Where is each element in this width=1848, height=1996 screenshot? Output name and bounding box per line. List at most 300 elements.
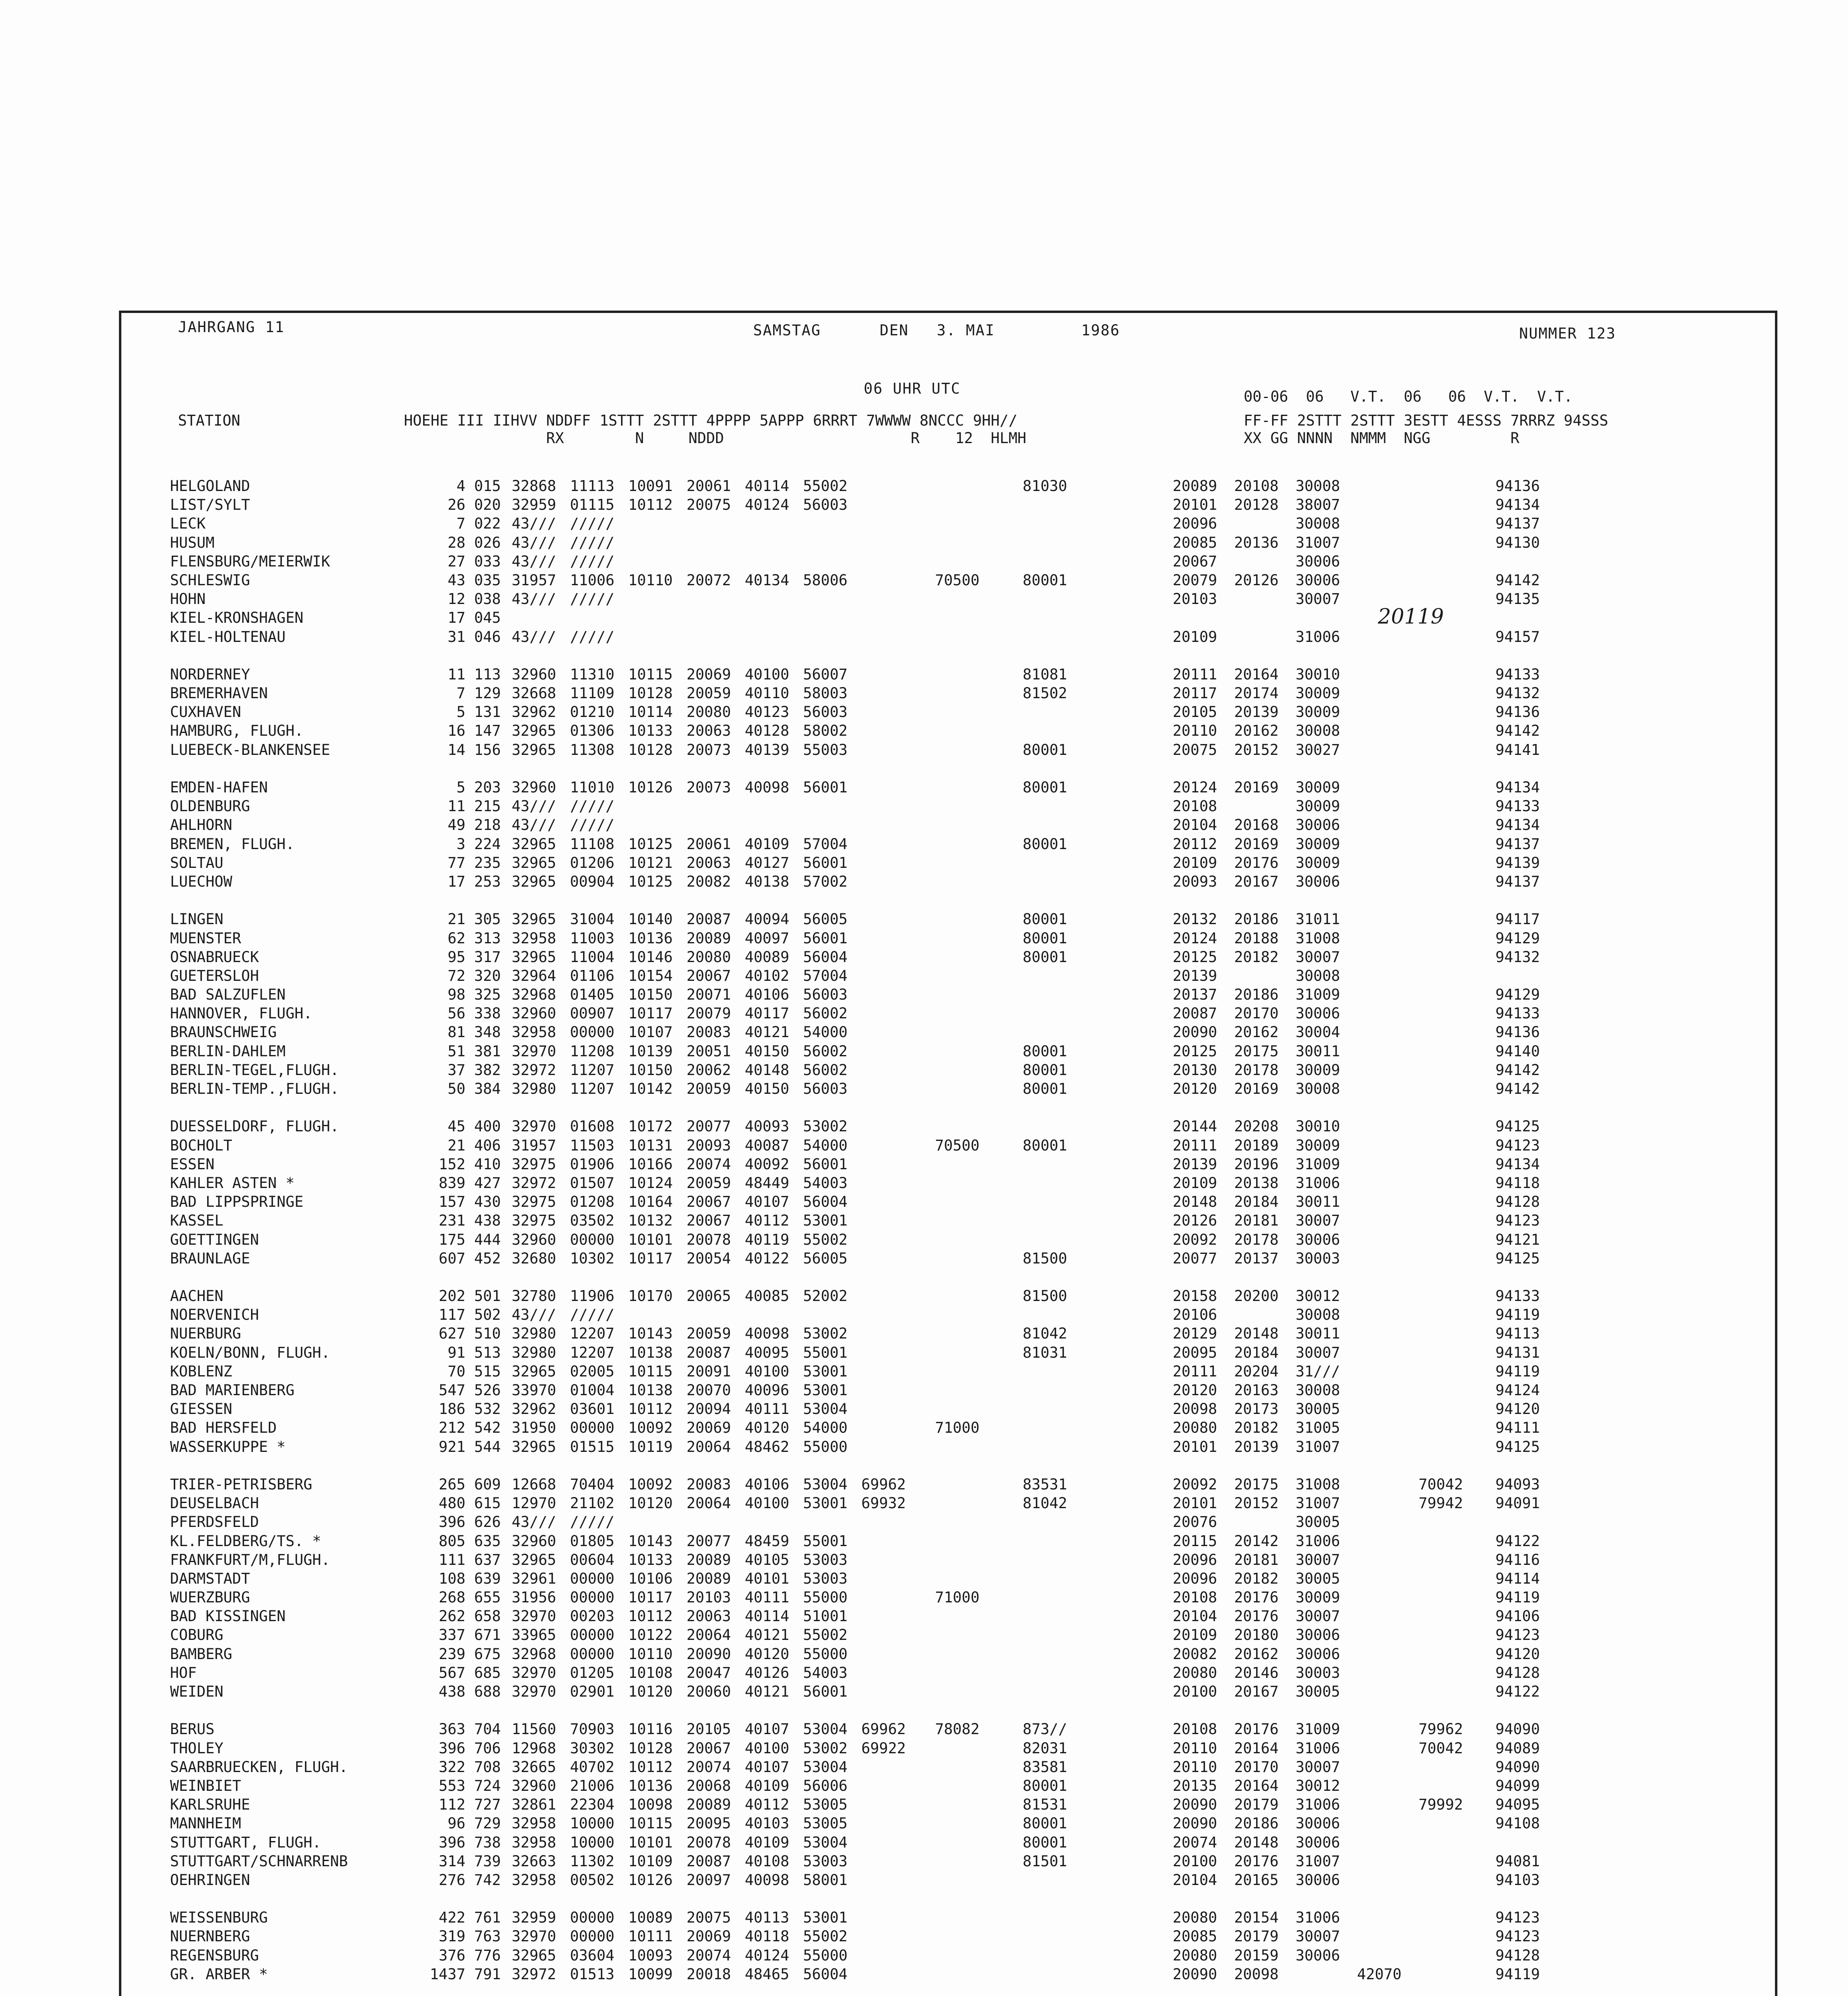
cell-94sss: 94137 — [1495, 873, 1540, 890]
cell-94sss: 94136 — [1495, 703, 1540, 721]
cell-7rrrz — [1419, 853, 1474, 872]
cell-6rrrt — [861, 1908, 914, 1927]
cell-3estt: 30005 — [1296, 1513, 1340, 1531]
cell-8ncccc: 80001 — [1023, 1061, 1067, 1079]
cell-4esss — [1357, 721, 1413, 740]
cell-8ncccc — [985, 721, 1105, 740]
cell-7wwww: 70500 — [935, 571, 979, 589]
cell-7rrrz — [1419, 1776, 1474, 1795]
cell-5appp: 56006 — [803, 1777, 848, 1794]
cell-4pppp: 40094 — [745, 911, 789, 928]
cell-5appp: 52002 — [803, 1287, 848, 1305]
cell-nddff: 11308 — [570, 741, 615, 758]
cell-7wwww — [920, 853, 979, 872]
cell-2sttt-vt: 20169 — [1234, 1080, 1279, 1097]
cell-ff-ff — [1105, 1400, 1165, 1418]
cell-5appp: 53001 — [803, 1909, 848, 1927]
cell-3estt: 31009 — [1296, 1155, 1340, 1173]
cell-4pppp: 40100 — [745, 665, 789, 683]
cell-station-name: LUECHOW — [170, 873, 232, 890]
cell-2sttt-vt: 20186 — [1234, 1815, 1279, 1832]
cell-6rrrt — [861, 1814, 914, 1833]
cell-2sttt-vt: 20136 — [1234, 534, 1279, 551]
cell-station-name: HANNOVER, FLUGH. — [170, 1005, 313, 1022]
cell-iihvv: 32959 — [512, 1909, 556, 1927]
cell-2sttt-vt: 20108 — [1234, 477, 1279, 495]
cell-3estt: 30012 — [1296, 1777, 1340, 1794]
cell-hoehe: 81 — [447, 1024, 465, 1041]
cell-iihvv: 32972 — [512, 1061, 556, 1079]
cell-ff-ff — [1105, 1852, 1165, 1871]
cell-iihvv: 43/// — [512, 798, 556, 815]
cell-ff-ff — [1105, 1513, 1165, 1531]
cell-3estt: 31006 — [1296, 1739, 1340, 1757]
cell-2sttt — [687, 1305, 739, 1324]
cell-3estt: 30008 — [1296, 722, 1340, 740]
cell-4pppp: 40110 — [745, 685, 789, 702]
cell-iii: 430 — [474, 1193, 501, 1211]
cell-station-name: BERLIN-DAHLEM — [170, 1042, 286, 1060]
cell-3estt: 31008 — [1296, 1475, 1340, 1493]
cell-2sttt-vt: 20176 — [1234, 1608, 1279, 1625]
cell-hoehe: 839 — [439, 1174, 465, 1192]
cell-ff-ff — [1105, 1155, 1165, 1174]
cell-5appp: 54003 — [803, 1174, 848, 1192]
cell-6rrrt — [861, 1381, 914, 1400]
cell-hoehe: 157 — [439, 1193, 465, 1211]
cell-iihvv: 32965 — [512, 1438, 556, 1455]
cell-4pppp — [745, 628, 797, 646]
cell-2sttt: 20091 — [687, 1362, 731, 1380]
cell-7rrrz — [1419, 816, 1474, 834]
cell-iihvv: 32980 — [512, 1325, 556, 1343]
cell-3estt: 30009 — [1296, 703, 1340, 721]
cell-2sttt-06: 20112 — [1173, 835, 1217, 853]
cell-5appp: 53004 — [803, 1834, 848, 1851]
cell-4esss — [1357, 703, 1413, 721]
cell-2sttt-06: 20080 — [1173, 1909, 1217, 1927]
cell-7wwww — [920, 721, 979, 740]
cell-1sttt: 10117 — [628, 1005, 673, 1022]
cell-94sss: 94128 — [1495, 1193, 1540, 1211]
cell-7rrrz: 70042 — [1419, 1739, 1463, 1757]
cell-7wwww — [920, 1682, 979, 1701]
cell-7rrrz — [1419, 1871, 1474, 1889]
cell-3estt: 30008 — [1296, 477, 1340, 495]
cell-1sttt: 10115 — [628, 1815, 673, 1832]
cell-2sttt-06: 20109 — [1173, 1174, 1217, 1192]
cell-6rrrt — [861, 1833, 914, 1852]
cell-2sttt-vt: 20163 — [1234, 1382, 1279, 1399]
cell-5appp: 58006 — [803, 571, 848, 589]
cell-station-name: WEINBIET — [170, 1777, 241, 1794]
cell-5appp: 56004 — [803, 1193, 848, 1211]
cell-iihvv: 32962 — [512, 703, 556, 721]
cell-4pppp: 48449 — [745, 1174, 789, 1192]
cell-2sttt-06: 20139 — [1173, 1155, 1217, 1173]
cell-5appp: 57002 — [803, 873, 848, 890]
cell-4pppp — [745, 1305, 797, 1324]
cell-1sttt — [628, 797, 681, 816]
table-row — [170, 1871, 1767, 1889]
cell-7rrrz: 79942 — [1419, 1495, 1463, 1512]
cell-7wwww — [920, 1494, 979, 1513]
cell-2sttt-06: 20125 — [1173, 948, 1217, 966]
cell-ff-ff — [1105, 514, 1165, 533]
cell-8ncccc: 80001 — [1023, 1815, 1067, 1832]
cell-8ncccc — [985, 966, 1105, 985]
cell-2sttt-06: 20137 — [1173, 986, 1217, 1004]
cell-2sttt: 20067 — [687, 1212, 731, 1230]
cell-hoehe: 314 — [439, 1852, 465, 1870]
cell-7rrrz — [1419, 1645, 1474, 1663]
group-spacer — [170, 1268, 1767, 1287]
cell-iii: 658 — [474, 1608, 501, 1625]
cell-1sttt: 10122 — [628, 1626, 673, 1644]
cell-3estt: 30006 — [1296, 1834, 1340, 1851]
cell-4pppp: 40128 — [745, 722, 789, 740]
cell-4pppp: 40114 — [745, 477, 789, 495]
table-row — [170, 703, 1767, 721]
cell-6rrrt — [861, 1758, 914, 1776]
cell-ff-ff — [1105, 835, 1165, 853]
table-row — [170, 1079, 1767, 1098]
cell-5appp: 56004 — [803, 1965, 848, 1983]
cell-nddff: 01507 — [570, 1174, 615, 1192]
cell-7rrrz — [1419, 1927, 1474, 1946]
cell-1sttt: 10093 — [628, 1946, 673, 1964]
cell-4pppp: 40101 — [745, 1570, 789, 1587]
cell-nddff: 11006 — [570, 571, 615, 589]
cell-iihvv: 32975 — [512, 1212, 556, 1230]
cell-5appp: 56002 — [803, 1061, 848, 1079]
cell-5appp: 55002 — [803, 477, 848, 495]
table-row — [170, 721, 1767, 740]
cell-2sttt-06: 20100 — [1173, 1683, 1217, 1700]
cell-5appp: 56003 — [803, 986, 848, 1004]
cell-hoehe: 27 — [447, 552, 465, 570]
cell-3estt: 30007 — [1296, 948, 1340, 966]
cell-iii: 609 — [474, 1475, 501, 1493]
cell-2sttt-06: 20106 — [1173, 1306, 1217, 1324]
table-row — [170, 797, 1767, 816]
cell-94sss: 94141 — [1495, 741, 1540, 758]
cell-ff-ff — [1105, 853, 1165, 872]
cell-7rrrz — [1419, 1663, 1474, 1682]
cell-2sttt-vt: 20196 — [1234, 1155, 1279, 1173]
cell-ff-ff — [1105, 684, 1165, 703]
table-row — [170, 985, 1767, 1004]
cell-iihvv: 32668 — [512, 685, 556, 702]
cell-4pppp: 40087 — [745, 1137, 789, 1154]
cell-nddff: 12207 — [570, 1325, 615, 1343]
table-row — [170, 1324, 1767, 1343]
cell-2sttt: 20054 — [687, 1249, 731, 1267]
cell-2sttt-06: 20092 — [1173, 1231, 1217, 1248]
cell-7rrrz — [1419, 1946, 1474, 1965]
cell-7wwww: 70500 — [935, 1137, 979, 1154]
cell-4esss — [1357, 1908, 1413, 1927]
cell-2sttt-vt — [1234, 628, 1290, 646]
cell-3estt: 30006 — [1296, 1626, 1340, 1644]
cell-6rrrt — [861, 495, 914, 514]
cell-iii: 685 — [474, 1664, 501, 1681]
cell-iii: 639 — [474, 1570, 501, 1587]
cell-hoehe: 26 — [447, 496, 465, 514]
cell-5appp: 54000 — [803, 1137, 848, 1154]
cell-iihvv: 32965 — [512, 1946, 556, 1964]
cell-7wwww — [920, 797, 979, 816]
cell-ff-ff — [1105, 741, 1165, 759]
cell-94sss: 94121 — [1495, 1231, 1540, 1248]
cell-station-name: HUSUM — [170, 534, 215, 551]
cell-hoehe: 322 — [439, 1758, 465, 1776]
cell-1sttt: 10172 — [628, 1118, 673, 1135]
cell-iii: 513 — [474, 1344, 501, 1361]
cell-7rrrz — [1419, 721, 1474, 740]
cell-hoehe: 239 — [439, 1645, 465, 1663]
cell-94sss: 94111 — [1495, 1419, 1540, 1437]
cell-7wwww — [920, 1438, 979, 1456]
cell-2sttt-vt: 20175 — [1234, 1042, 1279, 1060]
cell-iihvv: 43/// — [512, 552, 556, 570]
cell-ff-ff — [1105, 966, 1165, 985]
table-row — [170, 1494, 1767, 1513]
cell-7rrrz: 70042 — [1419, 1475, 1463, 1493]
cell-94sss: 94139 — [1495, 854, 1540, 871]
cell-8ncccc — [985, 1871, 1105, 1889]
cell-2sttt: 20078 — [687, 1231, 731, 1248]
cell-nddff: 10000 — [570, 1815, 615, 1832]
cell-2sttt: 20065 — [687, 1287, 731, 1305]
cell-3estt: 30007 — [1296, 1758, 1340, 1776]
cell-iii: 203 — [474, 779, 501, 796]
cell-5appp: 53004 — [803, 1721, 848, 1738]
cell-6rrrt — [861, 741, 914, 759]
cell-7wwww — [920, 985, 979, 1004]
cell-hoehe: 98 — [447, 986, 465, 1004]
cell-5appp: 53005 — [803, 1796, 848, 1814]
cell-4pppp: 40121 — [745, 1024, 789, 1041]
cell-7wwww — [920, 1795, 979, 1814]
cell-4pppp: 40122 — [745, 1249, 789, 1267]
cell-1sttt: 10114 — [628, 703, 673, 721]
cell-2sttt: 20070 — [687, 1382, 731, 1399]
cell-6rrrt — [861, 853, 914, 872]
cell-2sttt-06: 20074 — [1173, 1834, 1217, 1851]
cell-station-name: KASSEL — [170, 1212, 224, 1230]
cell-1sttt: 10101 — [628, 1231, 673, 1248]
cell-4pppp: 40148 — [745, 1061, 789, 1079]
cell-iihvv: 32975 — [512, 1193, 556, 1211]
cell-2sttt-06: 20125 — [1173, 1042, 1217, 1060]
cell-8ncccc: 81042 — [1023, 1495, 1067, 1512]
cell-2sttt: 20018 — [687, 1965, 731, 1983]
cell-iihvv: 32960 — [512, 665, 556, 683]
cell-94sss: 94125 — [1495, 1118, 1540, 1135]
cell-1sttt: 10108 — [628, 1664, 673, 1681]
cell-2sttt-06: 20115 — [1173, 1532, 1217, 1550]
cell-iii: 224 — [474, 835, 501, 853]
cell-8ncccc — [985, 1569, 1105, 1588]
cell-hoehe: 43 — [447, 571, 465, 589]
cell-7rrrz — [1419, 1249, 1474, 1268]
cell-94sss: 94131 — [1495, 1344, 1540, 1361]
cell-7wwww — [920, 1550, 979, 1569]
cell-iihvv: 32970 — [512, 1664, 556, 1681]
cell-94sss: 94125 — [1495, 1438, 1540, 1455]
cell-7wwww — [920, 665, 979, 684]
cell-2sttt-06: 20085 — [1173, 1928, 1217, 1945]
table-row — [170, 1249, 1767, 1268]
cell-station-name: WEIDEN — [170, 1683, 224, 1700]
cell-nddff: ///// — [570, 515, 615, 533]
cell-94sss: 94134 — [1495, 1155, 1540, 1173]
cell-7wwww — [920, 1023, 979, 1042]
cell-2sttt-vt: 20176 — [1234, 1589, 1279, 1606]
cell-station-name: KIEL-HOLTENAU — [170, 628, 286, 646]
cell-iihvv: 32972 — [512, 1174, 556, 1192]
cell-2sttt-06: 20076 — [1173, 1513, 1217, 1531]
table-row — [170, 853, 1767, 872]
cell-nddff: 21102 — [570, 1495, 615, 1512]
cell-5appp: 55002 — [803, 1626, 848, 1644]
cell-3estt: 31007 — [1296, 1438, 1340, 1455]
cell-2sttt-06: 20104 — [1173, 1871, 1217, 1889]
group-spacer — [170, 1889, 1767, 1908]
cell-station-name: GR. ARBER * — [170, 1965, 268, 1983]
cell-94sss: 94124 — [1495, 1382, 1540, 1399]
cell-94sss: 94116 — [1495, 1551, 1540, 1568]
right-column-headers-row1: FF-FF 2STTT 2STTT 3ESTT 4ESSS 7RRRZ 94SSS — [1244, 412, 1609, 429]
cell-3estt: 30006 — [1296, 1946, 1340, 1964]
cell-1sttt: 10119 — [628, 1438, 673, 1455]
table-row — [170, 1682, 1767, 1701]
cell-station-name: GOETTINGEN — [170, 1231, 259, 1248]
cell-ff-ff — [1105, 1946, 1165, 1965]
cell-2sttt: 20047 — [687, 1664, 731, 1681]
cell-6rrrt — [861, 1324, 914, 1343]
cell-94sss: 94136 — [1495, 1024, 1540, 1041]
table-row — [170, 477, 1767, 495]
cell-hoehe: 51 — [447, 1042, 465, 1060]
table-row — [170, 1607, 1767, 1626]
cell-4esss — [1357, 1438, 1413, 1456]
cell-station-name: BAD LIPPSPRINGE — [170, 1193, 304, 1211]
cell-iii: 382 — [474, 1061, 501, 1079]
cell-1sttt: 10107 — [628, 1024, 673, 1041]
cell-8ncccc: 80001 — [1023, 1137, 1067, 1154]
group-spacer — [170, 759, 1767, 778]
cell-3estt: 30006 — [1296, 1871, 1340, 1889]
cell-94sss: 94114 — [1495, 1570, 1540, 1587]
cell-7wwww — [920, 778, 979, 797]
cell-iii: 542 — [474, 1419, 501, 1437]
cell-iii: 729 — [474, 1815, 501, 1832]
cell-hoehe: 396 — [439, 1739, 465, 1757]
cell-2sttt-vt: 20182 — [1234, 1570, 1279, 1587]
cell-ff-ff — [1105, 929, 1165, 948]
cell-station-name: COBURG — [170, 1626, 224, 1644]
cell-1sttt: 10146 — [628, 948, 673, 966]
cell-ff-ff — [1105, 1626, 1165, 1644]
cell-1sttt: 10133 — [628, 1551, 673, 1568]
cell-94sss: 94137 — [1495, 835, 1540, 853]
cell-7wwww — [920, 1211, 979, 1230]
cell-hoehe: 62 — [447, 929, 465, 947]
cell-3estt: 30009 — [1296, 685, 1340, 702]
cell-station-name: BERLIN-TEMP.,FLUGH. — [170, 1080, 339, 1097]
cell-hoehe: 627 — [439, 1325, 465, 1343]
cell-3estt: 30009 — [1296, 779, 1340, 796]
cell-1sttt: 10109 — [628, 1852, 673, 1870]
cell-7wwww — [920, 1626, 979, 1644]
cell-6rrrt — [861, 1287, 914, 1305]
cell-7wwww — [920, 1739, 979, 1758]
cell-nddff: 70404 — [570, 1475, 615, 1493]
cell-2sttt: 20094 — [687, 1400, 731, 1418]
cell-iihvv: 31957 — [512, 571, 556, 589]
cell-8ncccc: 81500 — [1023, 1249, 1067, 1267]
cell-1sttt: 10143 — [628, 1532, 673, 1550]
cell-7rrrz: 79962 — [1419, 1721, 1463, 1738]
cell-2sttt-vt: 20152 — [1234, 741, 1279, 758]
cell-3estt: 30005 — [1296, 1683, 1340, 1700]
cell-station-name: NORDERNEY — [170, 665, 250, 683]
cell-5appp: 55001 — [803, 1344, 848, 1361]
cell-7wwww — [920, 948, 979, 966]
cell-2sttt-vt: 20189 — [1234, 1137, 1279, 1154]
cell-1sttt: 10121 — [628, 854, 673, 871]
cell-6rrrt — [861, 571, 914, 590]
cell-6rrrt — [861, 1569, 914, 1588]
cell-2sttt-vt: 20142 — [1234, 1532, 1279, 1550]
cell-hoehe: 547 — [439, 1382, 465, 1399]
cell-4pppp: 40123 — [745, 703, 789, 721]
cell-ff-ff — [1105, 1061, 1165, 1079]
cell-nddff: 10000 — [570, 1834, 615, 1851]
table-row — [170, 1061, 1767, 1079]
cell-ff-ff — [1105, 1550, 1165, 1569]
cell-2sttt-vt: 20179 — [1234, 1928, 1279, 1945]
cell-6rrrt — [861, 1079, 914, 1098]
cell-6rrrt — [861, 966, 914, 985]
cell-7rrrz — [1419, 1287, 1474, 1305]
cell-2sttt-06: 20108 — [1173, 798, 1217, 815]
cell-94sss: 94128 — [1495, 1664, 1540, 1681]
cell-6rrrt — [861, 1946, 914, 1965]
cell-station-name: EMDEN-HAFEN — [170, 779, 268, 796]
cell-hoehe: 319 — [439, 1928, 465, 1945]
cell-1sttt: 10110 — [628, 1645, 673, 1663]
cell-nddff: 00000 — [570, 1024, 615, 1041]
cell-2sttt-06: 20117 — [1173, 685, 1217, 702]
cell-4pppp: 40138 — [745, 873, 789, 890]
cell-5appp: 53001 — [803, 1212, 848, 1230]
cell-4esss — [1357, 929, 1413, 948]
cell-94sss: 94142 — [1495, 722, 1540, 740]
cell-7rrrz — [1419, 1155, 1474, 1174]
cell-iii: 502 — [474, 1306, 501, 1324]
cell-4pppp: 40108 — [745, 1852, 789, 1870]
cell-iihvv: 32968 — [512, 1645, 556, 1663]
cell-ff-ff — [1105, 948, 1165, 966]
cell-94sss: 94120 — [1495, 1645, 1540, 1663]
cell-4esss — [1357, 1287, 1413, 1305]
cell-4esss — [1357, 1061, 1413, 1079]
cell-4esss — [1357, 1871, 1413, 1889]
cell-94sss — [1480, 1833, 1540, 1852]
